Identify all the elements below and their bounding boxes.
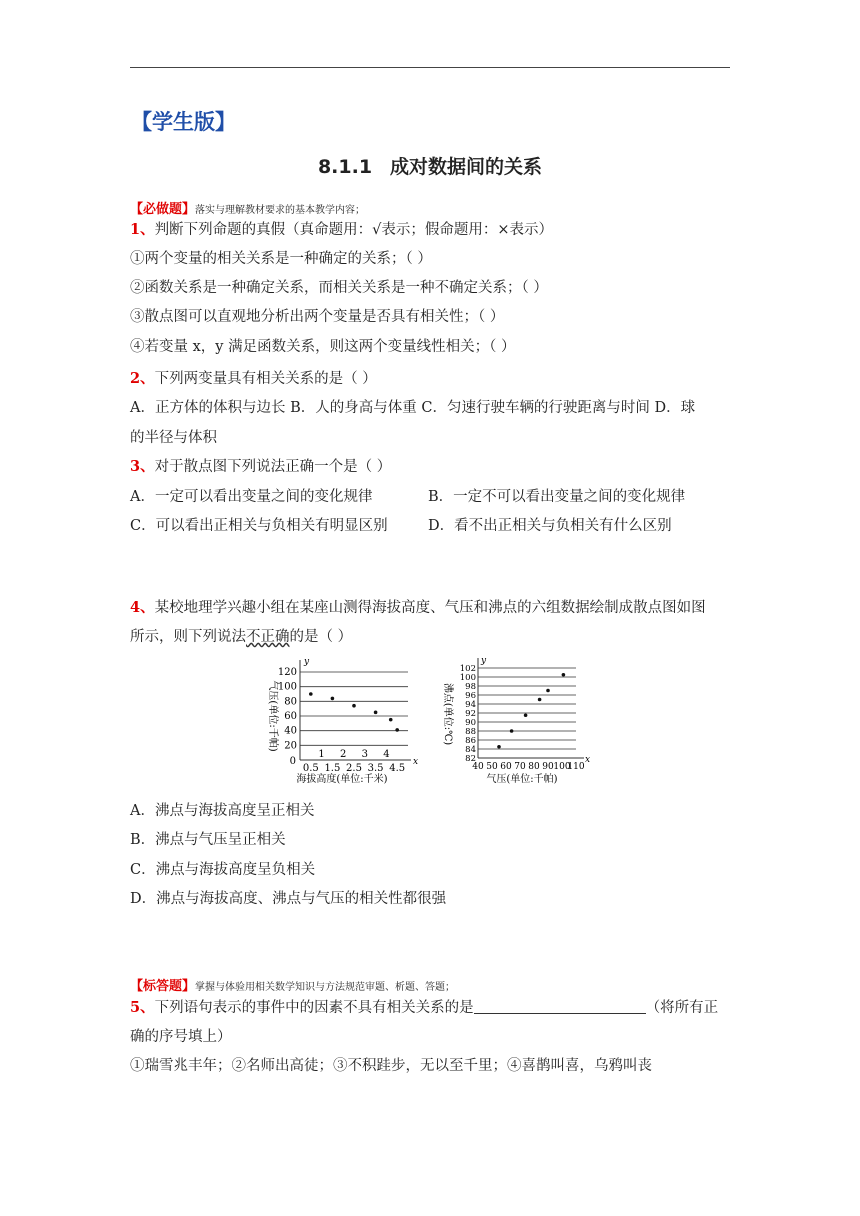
q4-stem-2a: 所示，则下列说法 bbox=[130, 629, 246, 645]
chart1-x-point-label: 2 bbox=[340, 749, 347, 760]
chart1-origin-label: 0 bbox=[289, 756, 296, 767]
q3-stem-line bbox=[130, 457, 391, 477]
q3-option-d: D．看不出正相关与负相关有什么区别 bbox=[428, 518, 672, 534]
q1-number: 1、 bbox=[130, 221, 155, 238]
chart1-data-point bbox=[395, 728, 399, 732]
chart2-x-tick-label: 80 bbox=[528, 762, 540, 772]
chart2-x-tick-label: 70 bbox=[514, 762, 526, 772]
chart2-data-point bbox=[524, 713, 528, 717]
chart2-y-tick-label: 86 bbox=[465, 736, 476, 746]
chart1-x-tick-label: 3.5 bbox=[367, 763, 384, 774]
section-standard-header bbox=[130, 976, 455, 998]
chart1-data-point bbox=[331, 697, 335, 701]
section-required-header bbox=[130, 199, 365, 221]
chart1-y-tick-label: 20 bbox=[284, 740, 297, 752]
q3-option-b: B．一定不可以看出变量之间的变化规律 bbox=[428, 489, 686, 505]
section-title: 成对数据间的关系 bbox=[390, 156, 543, 178]
q3-stem: 对于散点图下列说法正确一个是（ ） bbox=[154, 459, 392, 475]
chart2-y-tick-label: 100 bbox=[459, 673, 476, 683]
q5-number: 5、 bbox=[130, 999, 155, 1016]
q1-item-1: ①两个变量的相关关系是一种确定的关系；（ ） bbox=[130, 251, 432, 267]
q4-stem-line-2 bbox=[130, 627, 352, 647]
chart2-data-point bbox=[510, 729, 514, 733]
q5-stem-line-2: 确的序号填上） bbox=[130, 1029, 232, 1045]
student-version-label: 【学生版】 bbox=[131, 110, 236, 134]
chart1-y-axis-letter: y bbox=[304, 657, 310, 667]
q4-stem-2b: 的是（ ） bbox=[289, 629, 353, 645]
chart1-x-tick-label: 0.5 bbox=[302, 763, 319, 774]
q4-option-a: A．沸点与海拔高度呈正相关 bbox=[130, 803, 315, 819]
chart1-x-tick-label: 1.5 bbox=[324, 763, 341, 774]
q1-stem: 判断下列命题的真假（真命题用：√表示；假命题用：×表示） bbox=[154, 222, 553, 238]
chart1-x-axis-label: 海拔高度(单位:千米) bbox=[296, 774, 388, 785]
chart1-y-tick-label: 120 bbox=[277, 667, 297, 678]
q4-stem-line-1 bbox=[130, 598, 706, 618]
chart1-x-point-label: 1 bbox=[318, 749, 325, 760]
chart2-y-tick-label: 92 bbox=[465, 709, 476, 719]
q5-answer-blank[interactable] bbox=[474, 999, 646, 1014]
chart1-data-point bbox=[309, 692, 313, 696]
chart2-y-tick-label: 82 bbox=[465, 754, 476, 764]
section-number: 8.1.1 bbox=[317, 156, 373, 178]
page-title bbox=[0, 152, 860, 179]
chart2-x-tick-label: 60 bbox=[500, 762, 512, 772]
chart2-y-axis-letter: y bbox=[481, 656, 487, 666]
q2-options-line-2: 的半径与体积 bbox=[130, 430, 217, 446]
chart1-data-point bbox=[374, 711, 378, 715]
chart1-x-tick-label: 4.5 bbox=[389, 763, 406, 774]
q2-options-line-1: A．正方体的体积与边长 B．人的身高与体重 C．匀速行驶车辆的行驶距离与时间 D．球 bbox=[130, 400, 696, 416]
chart2-data-point bbox=[562, 673, 566, 677]
chart2-x-axis-letter: x bbox=[585, 755, 591, 765]
chart2-data-point bbox=[497, 745, 501, 749]
chart2-y-tick-label: 88 bbox=[465, 727, 476, 737]
chart2-y-tick-label: 96 bbox=[465, 691, 476, 701]
pressure-boiling-scatter bbox=[436, 654, 596, 786]
chart2-y-axis-label: 沸点(单位:℃) bbox=[442, 682, 453, 746]
chart2-x-tick-label: 100 bbox=[553, 762, 571, 772]
chart1-y-tick-label: 40 bbox=[284, 725, 297, 737]
chart1-data-point bbox=[389, 718, 393, 722]
chart2-data-point bbox=[546, 689, 550, 693]
q1-item-3: ③散点图可以直观地分析出两个变量是否具有相关性；（ ） bbox=[130, 309, 505, 325]
altitude-pressure-scatter bbox=[258, 654, 418, 786]
q1-item-2: ②函数关系是一种确定关系，而相关关系是一种不确定关系；（ ） bbox=[130, 280, 548, 296]
chart1-x-point-label: 4 bbox=[383, 749, 390, 760]
chart1-y-tick-label: 100 bbox=[277, 681, 297, 693]
chart2-x-tick-label: 90 bbox=[542, 762, 554, 772]
q4-option-d: D．沸点与海拔高度、沸点与气压的相关性都很强 bbox=[130, 891, 447, 907]
q3-number: 3、 bbox=[130, 458, 155, 475]
section-standard-tag: 【标答题】 bbox=[130, 979, 196, 994]
q5-stem-b: （将所有正 bbox=[645, 1000, 719, 1016]
q3-option-a: A．一定可以看出变量之间的变化规律 bbox=[130, 489, 373, 505]
chart2-x-tick-label: 40 bbox=[472, 762, 484, 772]
section-standard-desc: 掌握与体验用相关数学知识与方法规范审题、析题、答题； bbox=[195, 982, 456, 993]
q4-number: 4、 bbox=[130, 599, 155, 616]
chart1-y-tick-label: 60 bbox=[284, 711, 297, 722]
q4-option-c: C．沸点与海拔高度呈负相关 bbox=[130, 862, 316, 878]
chart1-x-point-label: 3 bbox=[361, 749, 368, 760]
chart2-y-tick-label: 94 bbox=[465, 700, 476, 710]
chart2-data-point bbox=[538, 698, 542, 702]
q4-stem-emphasis: 不正确 bbox=[246, 629, 290, 645]
q5-stem-line-1 bbox=[130, 998, 718, 1018]
chart2-x-axis-label: 气压(单位:千帕) bbox=[486, 774, 558, 785]
q5-items: ①瑞雪兆丰年；②名师出高徒；③不积跬步，无以至千里；④喜鹊叫喜，乌鸦叫丧 bbox=[130, 1058, 652, 1074]
chart2-x-tick-label: 50 bbox=[486, 762, 498, 772]
q2-stem: 下列两变量具有相关关系的是（ ） bbox=[154, 371, 377, 387]
chart2-y-tick-label: 98 bbox=[465, 682, 476, 692]
q1-item-4: ④若变量 x，y 满足函数关系，则这两个变量线性相关；（ ） bbox=[130, 339, 516, 355]
chart1-x-tick-label: 2.5 bbox=[346, 763, 362, 774]
chart2-y-tick-label: 90 bbox=[465, 718, 476, 728]
chart1-x-axis-letter: x bbox=[413, 757, 418, 767]
q2-stem-line bbox=[130, 369, 377, 389]
chart1-y-axis-label: 气压(单位:千帕) bbox=[267, 680, 278, 752]
q2-number: 2、 bbox=[130, 370, 155, 387]
q5-stem-a: 下列语句表示的事件中的因素不具有相关关系的是 bbox=[154, 1000, 474, 1016]
q3-option-c: C．可以看出正相关与负相关有明显区别 bbox=[130, 518, 388, 534]
chart2-x-tick-label: 110 bbox=[567, 762, 585, 772]
q4-option-b: B．沸点与气压呈正相关 bbox=[130, 832, 286, 848]
chart2-y-tick-label: 84 bbox=[465, 745, 476, 755]
q1-stem-line bbox=[130, 220, 553, 240]
header-rule bbox=[130, 67, 730, 68]
chart2-y-tick-label: 102 bbox=[459, 664, 476, 674]
chart1-y-tick-label: 80 bbox=[284, 696, 297, 708]
q4-stem-1: 某校地理学兴趣小组在某座山测得海拔高度、气压和沸点的六组数据绘制成散点图如图 bbox=[154, 600, 706, 616]
chart1-data-point bbox=[352, 704, 356, 708]
section-required-tag: 【必做题】 bbox=[130, 202, 196, 217]
section-required-desc: 落实与理解教材要求的基本教学内容； bbox=[195, 205, 366, 216]
